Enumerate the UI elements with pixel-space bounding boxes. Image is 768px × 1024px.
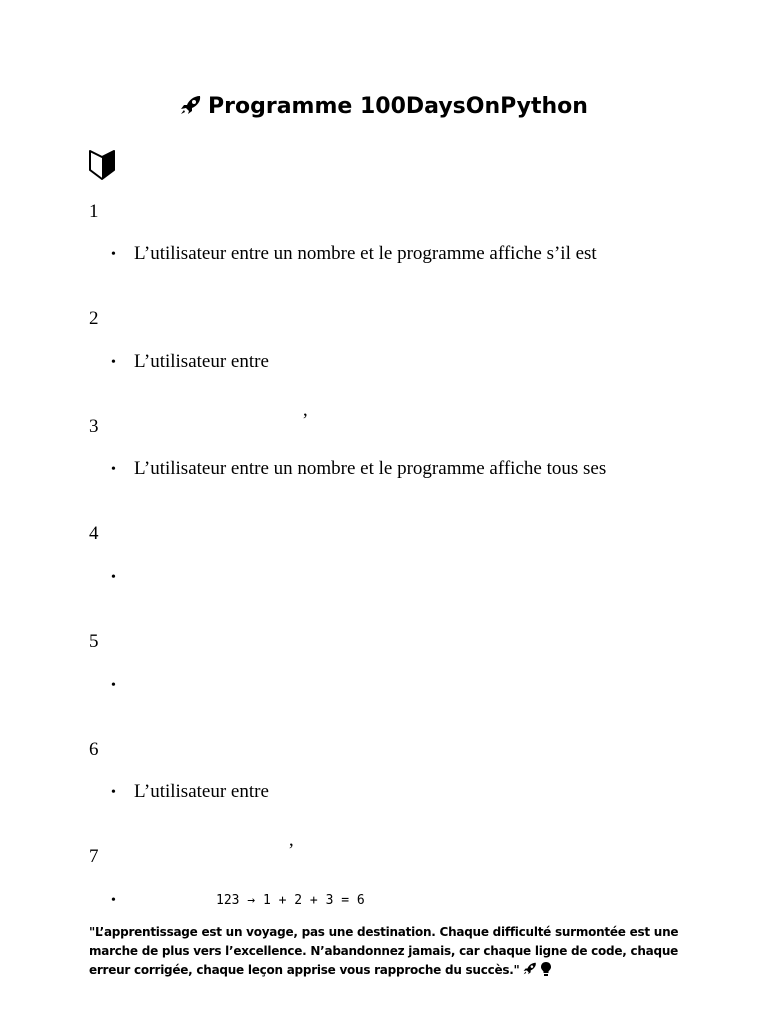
section-number-1: 1 [89, 201, 99, 222]
bullet-marker: • [111, 247, 116, 262]
section-number-5: 5 [89, 631, 99, 652]
bullet-marker: • [111, 462, 116, 477]
section-number-3: 3 [89, 416, 99, 437]
bullet-marker: • [111, 570, 116, 585]
section-6-bullet-text: L’utilisateur entre [134, 781, 269, 802]
motivational-quote [89, 923, 689, 980]
page-title [0, 94, 768, 119]
bullet-marker: • [111, 678, 116, 693]
rocket-icon [523, 963, 541, 977]
rocket-icon [180, 94, 202, 119]
section-number-6: 6 [89, 739, 99, 760]
section-number-2: 2 [89, 308, 99, 329]
title-text: Programme 100DaysOnPython [208, 94, 588, 119]
section-3-bullet-text: L’utilisateur entre un nombre et le programme affiche tous ses [134, 458, 607, 479]
section-number-4: 4 [89, 523, 99, 544]
lightbulb-icon [541, 963, 551, 977]
section-2-bullet-text: L’utilisateur entre [134, 351, 269, 372]
beginner-shield-icon [89, 150, 115, 185]
section-number-7: 7 [89, 846, 99, 867]
section-7-code-example: 123 → 1 + 2 + 3 = 6 [216, 893, 365, 908]
section-3-apostrophe: ’ [302, 410, 309, 431]
bullet-marker: • [111, 355, 116, 370]
bullet-marker: • [111, 893, 116, 908]
bullet-marker: • [111, 785, 116, 800]
section-7-apostrophe: ’ [288, 840, 295, 861]
section-1-bullet-text: L’utilisateur entre un nombre et le programme affiche s’il est [134, 243, 597, 264]
quote-text: "L’apprentissage est un voyage, pas une destination. Chaque difficulté surmontée est une marche de plus vers l’excellence. N’abandonnez jamais, car chaque ligne de code, chaque erreur corrigée, chaque leçon apprise vous rapproche du succès." [89, 925, 679, 977]
